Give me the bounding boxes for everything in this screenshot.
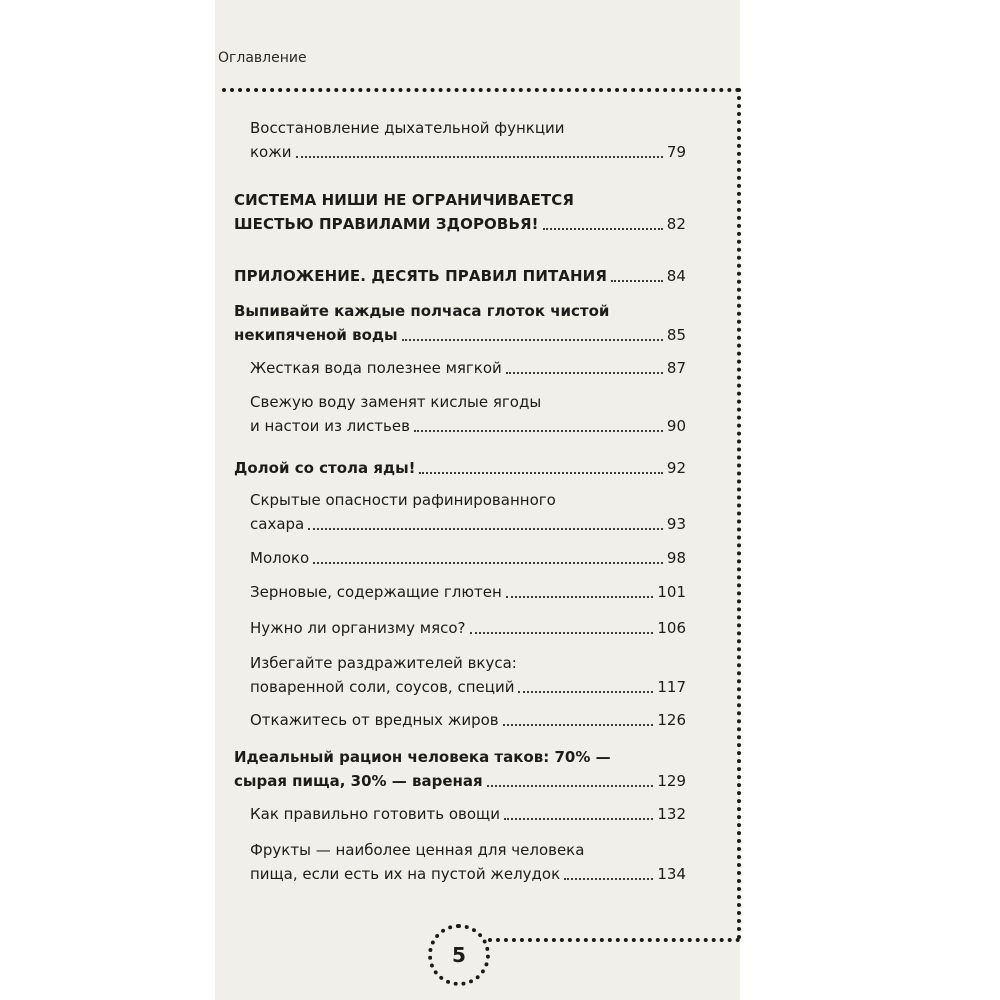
toc-page-number: 98 xyxy=(666,549,686,567)
toc-entry-title-line: Фрукты — наиболее ценная для человека xyxy=(250,841,585,859)
dot-leader xyxy=(419,472,662,474)
toc-entry xyxy=(250,116,686,164)
toc-page-number: 126 xyxy=(657,711,686,729)
toc-page-number: 134 xyxy=(657,865,686,883)
toc-entry-title-line: и настои из листьев xyxy=(250,417,410,435)
toc-entry xyxy=(234,299,686,347)
page-header: Оглавление xyxy=(218,50,307,66)
dot-leader xyxy=(506,372,663,374)
dot-leader xyxy=(470,632,654,634)
toc-page-number: 101 xyxy=(657,583,686,601)
toc-entry-title-line: Откажитесь от вредных жиров xyxy=(250,711,499,729)
toc-entry-title-line: Скрытые опасности рафинированного xyxy=(250,491,556,509)
toc-entry xyxy=(250,802,686,826)
toc-entry-title-line: Свежую воду заменят кислые ягоды xyxy=(250,393,542,411)
dot-leader xyxy=(564,878,653,880)
toc-page-number: 129 xyxy=(657,772,686,790)
dot-leader xyxy=(296,156,663,158)
toc-entry xyxy=(250,708,686,732)
toc-page-number: 87 xyxy=(666,359,686,377)
toc-entry-title-line: ПРИЛОЖЕНИЕ. ДЕСЯТЬ ПРАВИЛ ПИТАНИЯ xyxy=(234,267,607,285)
toc-entry-title-line: Как правильно готовить овощи xyxy=(250,805,500,823)
toc-entry-title-line: Долой со стола яды! xyxy=(234,459,416,477)
page-number: 5 xyxy=(428,924,490,986)
toc-entry xyxy=(250,616,686,640)
dotted-frame-bottom xyxy=(480,938,740,942)
toc-entry xyxy=(234,456,686,480)
toc-entry-title-line: некипяченой воды xyxy=(234,326,398,344)
toc-entry-title-line: ШЕСТЬЮ ПРАВИЛАМИ ЗДОРОВЬЯ! xyxy=(234,215,539,233)
dot-leader xyxy=(518,691,653,693)
dot-leader xyxy=(487,785,654,787)
toc-page-number: 79 xyxy=(666,143,686,161)
toc-entry-title-line: Выпивайте каждые полчаса глоток чистой xyxy=(234,302,610,320)
dotted-frame-right xyxy=(737,88,741,940)
toc-entry xyxy=(234,264,686,288)
toc-page-number: 117 xyxy=(657,678,686,696)
toc-entry xyxy=(250,390,686,438)
dotted-frame-top xyxy=(222,88,740,92)
toc-entry xyxy=(250,838,686,886)
toc-page-number: 90 xyxy=(666,417,686,435)
toc-page-number: 106 xyxy=(657,619,686,637)
toc-entry-title-line: Восстановление дыхательной функции xyxy=(250,119,565,137)
toc-entry xyxy=(250,546,686,570)
toc-entry-title-line: Избегайте раздражителей вкуса: xyxy=(250,654,517,672)
toc-entry xyxy=(234,745,686,793)
dot-leader xyxy=(506,596,654,598)
dot-leader xyxy=(402,339,663,341)
toc-entry-title-line: Зерновые, содержащие глютен xyxy=(250,583,502,601)
toc-entry-title-line: Нужно ли организму мясо? xyxy=(250,619,466,637)
toc-entry-title-line: Молоко xyxy=(250,549,310,567)
toc-entry xyxy=(234,188,686,236)
toc-entry xyxy=(250,488,686,536)
toc-page-number: 85 xyxy=(666,326,686,344)
toc-page-number: 132 xyxy=(657,805,686,823)
dot-leader xyxy=(308,528,663,530)
toc-entry-title-line: пища, если есть их на пустой желудок xyxy=(250,865,561,883)
dot-leader xyxy=(414,430,663,432)
toc-entry xyxy=(250,580,686,604)
toc-entry-title-line: Жесткая вода полезнее мягкой xyxy=(250,359,502,377)
toc-page-number: 92 xyxy=(666,459,686,477)
dot-leader xyxy=(611,280,663,282)
toc-page-number: 82 xyxy=(666,215,686,233)
dot-leader xyxy=(313,562,663,564)
toc-entry xyxy=(250,651,686,699)
toc-entry-title-line: кожи xyxy=(250,143,292,161)
dot-leader xyxy=(543,228,663,230)
toc-page-number: 93 xyxy=(666,515,686,533)
toc-entry xyxy=(250,356,686,380)
dot-leader xyxy=(504,818,653,820)
toc-entry-title-line: сахара xyxy=(250,515,305,533)
toc-entry-title-line: Идеальный рацион человека таков: 70% — xyxy=(234,748,611,766)
toc-entry-title-line: поваренной соли, соусов, специй xyxy=(250,678,515,696)
dot-leader xyxy=(503,724,654,726)
toc-entry-title-line: сырая пища, 30% — вареная xyxy=(234,772,483,790)
toc-entry-title-line: СИСТЕМА НИШИ НЕ ОГРАНИЧИВАЕТСЯ xyxy=(234,191,575,209)
toc-page-number: 84 xyxy=(666,267,686,285)
